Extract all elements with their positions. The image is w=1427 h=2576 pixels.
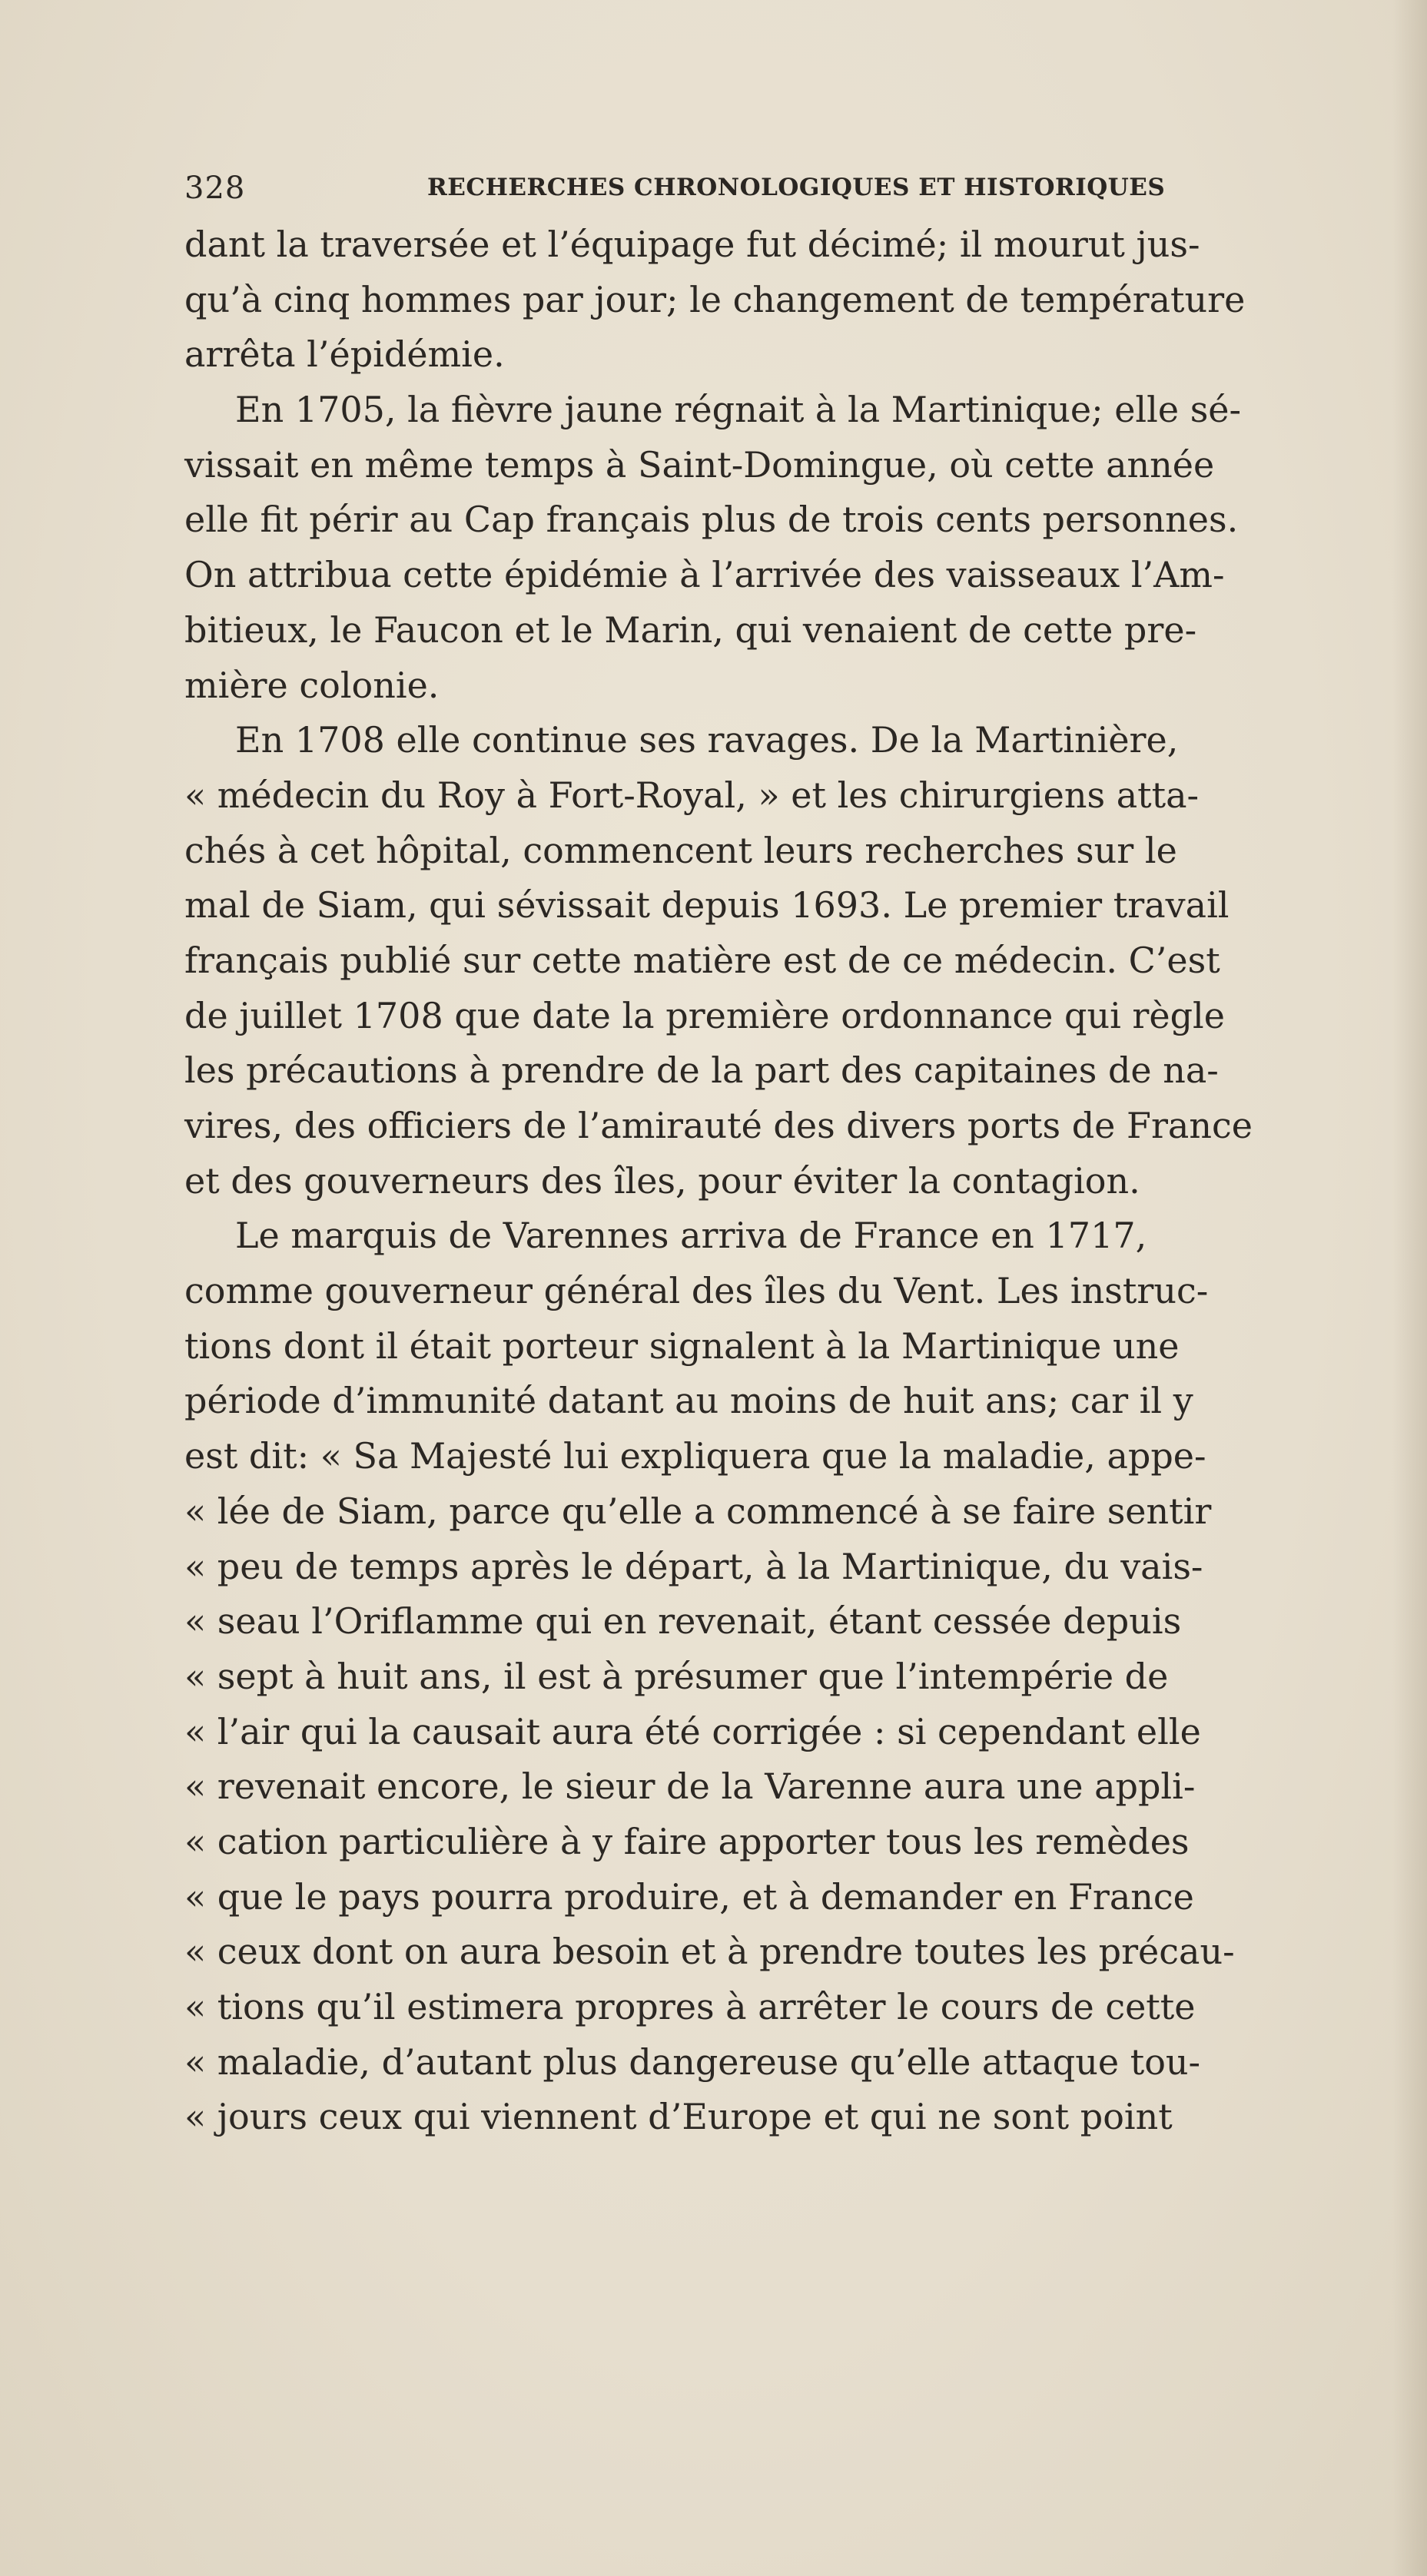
text-line: En 1705, la fièvre jaune régnait à la Martinique; elle sé-: [235, 389, 1242, 431]
text-line: « l’air qui la causait aura été corrigée : si cependant elle: [184, 1710, 1201, 1752]
text-line: vires, des officiers de l’amirauté des divers ports de France: [184, 1105, 1253, 1146]
text-line: « jours ceux qui viennent d’Europe et qui ne sont point: [184, 2096, 1173, 2138]
text-line: « cation particulière à y faire apporter tous les remèdes: [184, 1820, 1190, 1862]
text-line: « peu de temps après le départ, à la Martinique, du vais-: [184, 1545, 1203, 1587]
body-text: [184, 217, 1360, 2145]
text-line: « lée de Siam, parce qu’elle a commencé à se faire sentir: [184, 1490, 1212, 1532]
text-line: bitieux, le Faucon et le Marin, qui venaient de cette pre-: [184, 608, 1197, 651]
text-line: « tions qu’il estimera propres à arrêter le cours de cette: [184, 1986, 1196, 2027]
page-number: 328: [184, 171, 246, 206]
text-line: « que le pays pourra produire, et à demander en France: [184, 1875, 1194, 1918]
text-line: « maladie, d’autant plus dangereuse qu’elle attaque tou-: [184, 2041, 1201, 2083]
text-line: arrêta l’épidémie.: [184, 333, 505, 376]
text-line: mière colonie.: [184, 664, 440, 706]
text-line: chés à cet hôpital, commencent leurs recherches sur le: [184, 829, 1177, 871]
text-line: de juillet 1708 que date la première ordonnance qui règle: [184, 994, 1225, 1036]
text-line: comme gouverneur général des îles du Vent. Les instruc-: [184, 1270, 1209, 1312]
text-line: mal de Siam, qui sévissait depuis 1693. Le premier travail: [184, 884, 1230, 927]
text-line: vissait en même temps à Saint-Domingue, où cette année: [184, 443, 1215, 486]
text-line: tions dont il était porteur signalent à la Martinique une: [184, 1324, 1180, 1367]
text-line: Le marquis de Varennes arriva de France en 1717,: [235, 1215, 1147, 1257]
text-line: français publié sur cette matière est de ce médecin. C’est: [184, 939, 1220, 981]
text-line: et des gouverneurs des îles, pour éviter la contagion.: [184, 1159, 1140, 1202]
text-line: On attribua cette épidémie à l’arrivée des vaisseaux l’Am-: [184, 554, 1225, 596]
text-line: est dit: « Sa Majesté lui expliquera que la maladie, appe-: [184, 1435, 1206, 1477]
text-line: « seau l’Oriflamme qui en revenait, étant cessée depuis: [184, 1600, 1182, 1643]
text-line: elle fit périr au Cap français plus de trois cents personnes.: [184, 499, 1239, 541]
text-line: période d’immunité datant au moins de huit ans; car il y: [184, 1380, 1193, 1422]
text-line: dant la traversée et l’équipage fut décimé; il mourut jus-: [184, 224, 1200, 265]
text-line: « médecin du Roy à Fort-Royal, » et les chirurgiens atta-: [184, 774, 1200, 816]
text-line: En 1708 elle continue ses ravages. De la Martinière,: [235, 719, 1179, 761]
text-line: les précautions à prendre de la part des capitaines de na-: [184, 1049, 1219, 1092]
text-line: « revenait encore, le sieur de la Varenne aura une appli-: [184, 1765, 1196, 1808]
text-line: qu’à cinq hommes par jour; le changement de température: [184, 278, 1246, 320]
page-edge-shadow: [1392, 0, 1427, 2576]
text-line: « sept à huit ans, il est à présumer que l’intempérie de: [184, 1655, 1169, 1697]
running-head: RECHERCHES CHRONOLOGIQUES ET HISTORIQUES: [427, 174, 1166, 201]
text-line: « ceux dont on aura besoin et à prendre toutes les précau-: [184, 1931, 1235, 1973]
page-header: [184, 171, 1218, 209]
